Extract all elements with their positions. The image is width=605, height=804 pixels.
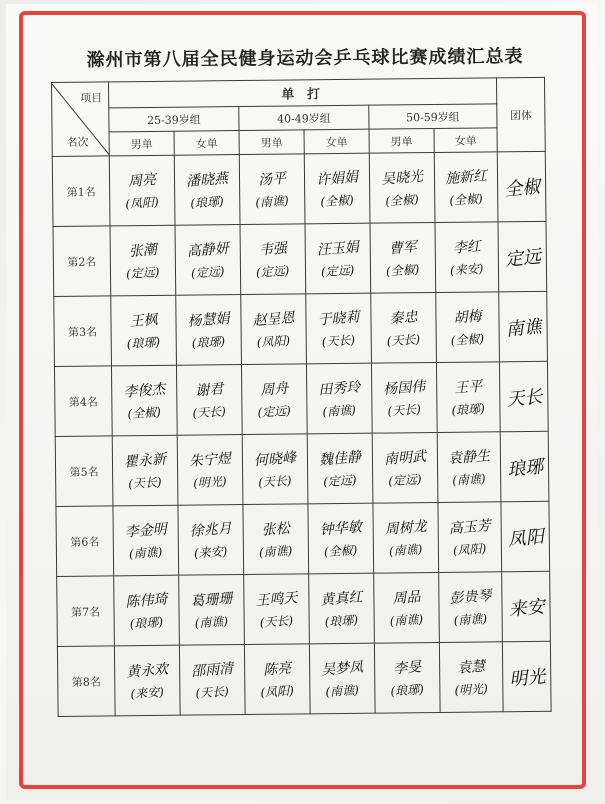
team-result-cell [502,571,551,641]
player-team: (全椒) [320,192,355,210]
rank-cell: 第3名 [54,296,112,367]
team-result: 明光 [507,665,546,691]
player-cell [174,155,240,226]
player-name: 潘晓燕 [185,170,229,191]
mens-singles-header: 男单 [109,131,174,156]
player-cell [177,435,243,506]
player-name: 杨国伟 [382,378,426,398]
player-team: (南谯) [194,614,229,631]
player-cell [370,222,436,293]
player-name: 周舟 [259,380,289,399]
team-result: 定远 [503,245,542,271]
player-name: 汤平 [257,170,287,189]
player-name: 许娟娟 [315,169,359,189]
player-team: (全椒) [449,191,484,208]
player-cell [439,642,503,713]
player-cell [439,572,503,643]
player-name: 南明武 [383,448,427,468]
player-cell [178,505,244,576]
player-name: 王平 [453,378,483,397]
table-row [54,291,548,366]
player-cell [309,573,375,644]
player-team: (定远) [320,262,356,280]
player-team: (南谯) [128,544,164,562]
player-name: 瞿永新 [123,451,167,471]
player-cell [179,575,245,646]
player-cell [239,154,305,225]
team-result: 天长 [505,385,543,411]
player-team: (琅琊) [126,335,161,352]
player-cell [113,505,179,576]
player-name: 袁慧 [456,658,486,677]
player-name: 田秀玲 [317,379,361,399]
player-name: 韦强 [258,240,288,259]
player-cell [308,503,374,574]
player-name: 张松 [261,520,291,539]
player-name: 李俊杰 [122,381,166,401]
player-team: (琅琊) [390,682,425,699]
player-name: 邵雨清 [190,660,234,680]
player-cell [373,502,439,573]
team-result-cell [501,501,550,571]
player-cell [244,574,310,645]
player-cell [306,363,372,434]
singles-header: 单 打 [109,78,497,108]
player-name: 陈伟琦 [124,591,169,611]
player-team: (天长) [386,332,421,349]
player-cell [111,295,177,366]
player-cell [305,223,371,294]
team-result-cell [499,291,548,361]
player-team: (来安) [449,261,485,278]
player-team: (定远) [125,265,161,282]
player-team: (全椒) [127,405,162,422]
player-team: (全椒) [323,542,359,560]
team-result-cell [500,431,549,501]
player-team: (定远) [323,472,358,490]
player-cell [176,295,242,366]
rank-cell: 第8名 [57,646,115,717]
team-result-cell [499,361,548,431]
player-team: (定远) [257,403,292,420]
player-name: 胡梅 [452,308,483,327]
age-group-40-49: 40-49岁组 [239,105,369,130]
player-name: 曹军 [388,239,418,258]
player-team: (凤阳) [260,683,295,700]
player-name: 李旻 [392,659,422,678]
player-cell [114,575,180,646]
player-cell [114,645,180,716]
player-team: (全椒) [385,262,421,279]
team-header: 团体 [497,77,546,151]
player-cell [243,504,309,575]
player-name: 袁静生 [447,447,491,468]
player-cell [109,155,175,226]
player-name: 秦忠 [388,309,419,328]
table-row [57,571,551,646]
player-cell [437,432,501,503]
header-diagonal-cell [52,82,110,157]
player-team: (天长) [259,613,294,630]
rank-label: 名次 [66,135,89,149]
player-name: 吴梦凤 [320,659,364,679]
player-team: (南谯) [453,611,488,628]
rank-cell: 第4名 [54,366,112,437]
player-name: 葛珊珊 [189,590,234,611]
player-name: 王枫 [128,311,159,331]
player-team: (定远) [255,263,291,280]
player-cell [374,642,440,713]
mens-singles-header: 男单 [369,128,434,153]
player-name: 黄真红 [319,589,364,609]
player-team: (琅琊) [129,614,164,632]
player-team: (凤阳) [452,541,488,558]
table-row [54,361,548,436]
player-name: 黄永欢 [125,661,169,681]
player-team: (琅琊) [324,612,359,630]
player-cell [179,645,245,716]
player-team: (定远) [388,472,423,489]
player-cell [242,434,308,505]
player-team: (全椒) [450,331,485,348]
player-cell [111,365,177,436]
player-team: (全椒) [385,192,420,209]
player-cell [374,572,440,643]
player-cell [371,292,437,363]
player-name: 谢君 [194,381,224,400]
team-result: 南谯 [504,315,543,341]
player-team: (琅琊) [451,401,486,418]
player-team: (明光) [454,681,489,698]
player-team: (来安) [193,544,229,561]
table-row [52,151,546,226]
table-row [55,431,549,506]
player-team: (南谯) [322,402,357,420]
player-cell [244,644,310,715]
player-name: 魏佳静 [318,449,362,469]
table-row [56,501,550,576]
player-cell [309,643,375,714]
player-team: (来安) [130,684,165,702]
results-table [51,77,552,717]
player-team: (琅琊) [191,334,226,351]
player-team: (南谯) [258,543,294,560]
player-team: (南谯) [255,193,290,210]
age-group-25-39: 25-39岁组 [109,107,239,132]
rank-cell: 第1名 [52,156,110,227]
player-cell [112,435,178,506]
player-team: (定远) [190,264,226,281]
player-name: 李金明 [124,521,168,541]
player-name: 高静妍 [186,240,230,261]
rank-cell: 第6名 [56,506,114,577]
player-name: 周亮 [127,171,157,191]
womens-singles-header: 女单 [174,131,239,156]
player-name: 钟华敏 [319,519,363,539]
player-team: (南谯) [325,682,360,700]
team-result: 来安 [507,595,546,621]
player-name: 汪玉娟 [316,239,360,259]
document-title: 滁州市第八届全民健身运动会乒乓球比赛成绩汇总表 [86,46,524,71]
player-cell [175,225,241,296]
player-cell [241,364,307,435]
player-name: 杨慧娟 [187,310,231,331]
team-result-cell [498,221,547,291]
player-cell [436,292,500,363]
team-result-cell [502,641,551,711]
rank-cell: 第7名 [57,576,115,647]
player-cell [372,432,438,503]
player-team: (明光) [193,474,228,491]
player-team: (天长) [258,473,293,490]
player-cell [435,222,499,293]
player-cell [307,433,373,504]
player-name: 施新红 [444,167,488,188]
player-name: 朱宁煜 [188,450,232,471]
player-team: (天长) [387,402,422,419]
player-name: 高玉芳 [448,517,492,538]
player-name: 何晓峰 [253,450,297,470]
player-name: 赵呈恩 [251,310,296,330]
womens-singles-header: 女单 [434,128,497,153]
team-result: 凤阳 [506,525,545,551]
player-team: (天长) [321,332,356,350]
player-name: 徐兆月 [189,520,233,541]
player-team: (天长) [192,404,227,421]
player-name: 张潮 [128,241,158,261]
player-team: (凤阳) [125,195,160,212]
player-name: 于晓莉 [316,309,361,329]
player-cell [176,365,242,436]
player-team: (天长) [195,684,230,701]
player-name: 吴晓光 [380,168,424,188]
player-team: (南谯) [388,542,424,559]
player-cell [110,225,176,296]
table-row [53,221,547,296]
player-name: 周树龙 [384,518,428,538]
womens-singles-header: 女单 [304,129,369,154]
player-name: 李红 [452,238,482,257]
player-cell [240,224,306,295]
rank-cell: 第5名 [55,436,113,507]
player-cell [436,362,500,433]
player-name: 周品 [391,589,422,608]
player-team: (南谯) [452,471,487,488]
player-team: (琅琊) [190,194,225,211]
player-cell [241,294,307,365]
player-cell [304,153,370,224]
player-cell [434,152,498,223]
player-team: (南谯) [389,612,424,629]
item-label: 项目 [80,90,103,105]
mens-singles-header: 男单 [239,130,304,155]
player-name: 陈亮 [262,660,292,679]
player-cell [438,502,502,573]
team-result: 琅琊 [505,455,544,481]
player-name: 彭贵琴 [448,587,493,608]
player-cell [371,362,437,433]
player-team: (凤阳) [256,333,291,350]
player-cell [369,152,435,223]
table-row [57,641,551,716]
player-cell [306,293,372,364]
player-name: 王鸣天 [254,590,299,610]
player-team: (天长) [128,475,163,492]
age-group-50-59: 50-59岁组 [369,104,497,129]
team-result: 全椒 [502,175,541,201]
team-result-cell [497,151,546,221]
rank-cell: 第2名 [53,226,111,297]
